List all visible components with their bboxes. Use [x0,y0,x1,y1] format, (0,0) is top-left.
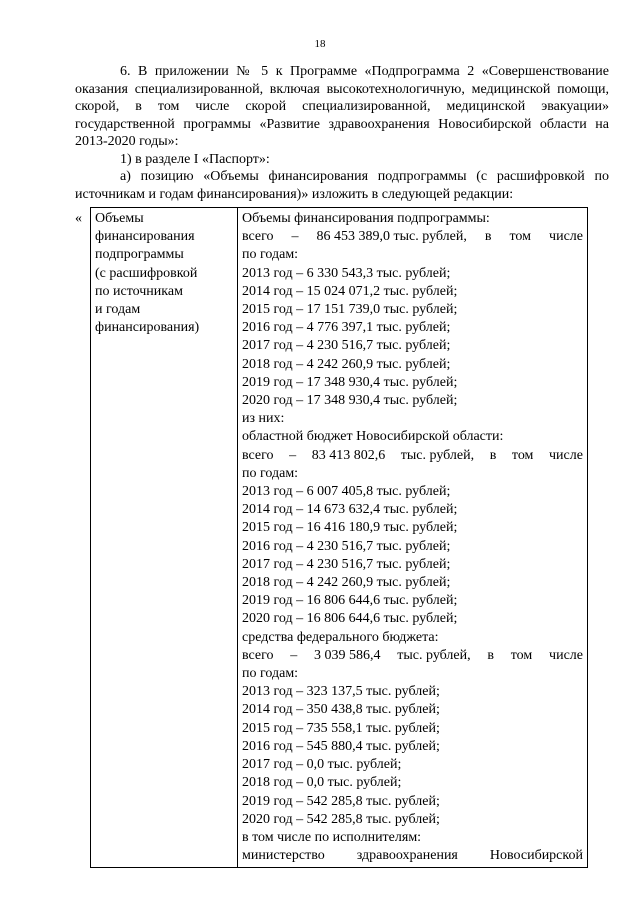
passport-table [90,207,588,868]
word: 83 413 802,6 [311,447,386,463]
amendment-paragraph: 6. В приложении № 5 к Программе «Подпрограмма 2 «Совершенствование оказания специализированной, включая высокотехнологичную, медицинской помощи, скорой, в том числе скорой специализированной, медицинской эвакуации» государственной программы «Развитие здравоохранения Новосибирской области на 2013-2020 годы»: [75,64,609,149]
year-line: 2014 год – 15 024 071,2 тыс. рублей; [242,283,458,299]
of-which-label: из них: [242,411,285,427]
word: Новосибирской [489,848,583,864]
year-line: 2020 год – 542 285,8 тыс. рублей; [242,811,440,827]
regional-total-line [242,447,583,465]
word: в [489,447,497,463]
item-1: 1) в разделе I «Паспорт»: [120,151,270,167]
year-line: 2019 год – 542 285,8 тыс. рублей; [242,793,440,809]
left-cell-line: по источникам [95,283,183,299]
word: всего [242,647,274,663]
table-row [91,208,588,868]
word: том [509,229,532,245]
year-line: 2015 год – 16 416 180,9 тыс. рублей; [242,520,458,536]
word: в [484,229,492,245]
by-years-label: по годам: [242,666,299,682]
federal-total-line [242,647,583,665]
left-cell-line: Объемы [95,211,144,226]
word: числе [549,229,583,245]
word: тыс. рублей, [397,647,471,663]
page-number: 18 [314,38,326,50]
executors-header: в том числе по исполнителям: [242,829,422,845]
item-a: а) позицию «Объемы финансирования подпрограммы (с расшифровкой по источникам и годам финансирования)» изложить в следующей редакции: [75,169,609,202]
word: – [290,647,298,663]
funding-header: Объемы финансирования подпрограммы: [242,211,490,226]
year-line: 2017 год – 4 230 516,7 тыс. рублей; [242,556,451,572]
left-cell-line: (с расшифровкой [95,265,198,281]
year-line: 2018 год – 4 242 260,9 тыс. рублей; [242,575,451,591]
word: том [510,647,533,663]
word: 3 039 586,4 [314,647,381,663]
left-cell-line: и годам [95,302,141,318]
word: 86 453 389,0 тыс. рублей, [316,229,467,245]
word: всего [242,229,274,245]
year-line: 2013 год – 6 007 405,8 тыс. рублей; [242,484,451,500]
year-line: 2015 год – 735 558,1 тыс. рублей; [242,720,440,736]
federal-header: средства федерального бюджета: [242,629,439,645]
year-line: 2017 год – 0,0 тыс. рублей; [242,757,402,773]
ministry-line [242,847,583,865]
opening-quote: « [75,211,82,226]
year-line: 2016 год – 4 230 516,7 тыс. рублей; [242,538,451,554]
by-years-label: по годам: [242,247,299,263]
word: том [511,447,534,463]
left-cell-line: финансирования [95,229,195,245]
year-line: 2016 год – 545 880,4 тыс. рублей; [242,738,440,754]
year-line: 2014 год – 14 673 632,4 тыс. рублей; [242,502,458,518]
year-line: 2020 год – 16 806 644,6 тыс. рублей; [242,611,458,627]
year-line: 2014 год – 350 438,8 тыс. рублей; [242,702,440,718]
left-cell-line: подпрограммы [95,247,184,263]
word: в [487,647,494,663]
word: министерство [242,848,325,864]
total-line [242,228,583,246]
word: тыс. рублей, [400,447,475,463]
year-line: 2020 год – 17 348 930,4 тыс. рублей; [242,393,458,409]
word: числе [549,647,583,663]
year-line: 2015 год – 17 151 739,0 тыс. рублей; [242,302,458,318]
word: числе [549,447,583,463]
year-line: 2017 год – 4 230 516,7 тыс. рублей; [242,338,451,354]
by-years-label: по годам: [242,465,299,481]
word: здравоохранения [356,848,458,864]
year-line: 2013 год – 6 330 543,3 тыс. рублей; [242,265,451,281]
left-cell [91,208,238,868]
right-cell [238,208,588,868]
year-line: 2013 год – 323 137,5 тыс. рублей; [242,684,440,700]
word: – [289,447,297,463]
year-line: 2019 год – 16 806 644,6 тыс. рублей; [242,593,458,609]
word: всего [242,447,274,463]
regional-header: областной бюджет Новосибирской области: [242,429,504,445]
year-line: 2019 год – 17 348 930,4 тыс. рублей; [242,374,458,390]
left-cell-line: финансирования) [95,320,200,336]
year-line: 2018 год – 4 242 260,9 тыс. рублей; [242,356,451,372]
word: – [291,229,299,245]
intro-text [75,63,609,203]
year-line: 2018 год – 0,0 тыс. рублей; [242,775,402,791]
year-line: 2016 год – 4 776 397,1 тыс. рублей; [242,320,451,336]
